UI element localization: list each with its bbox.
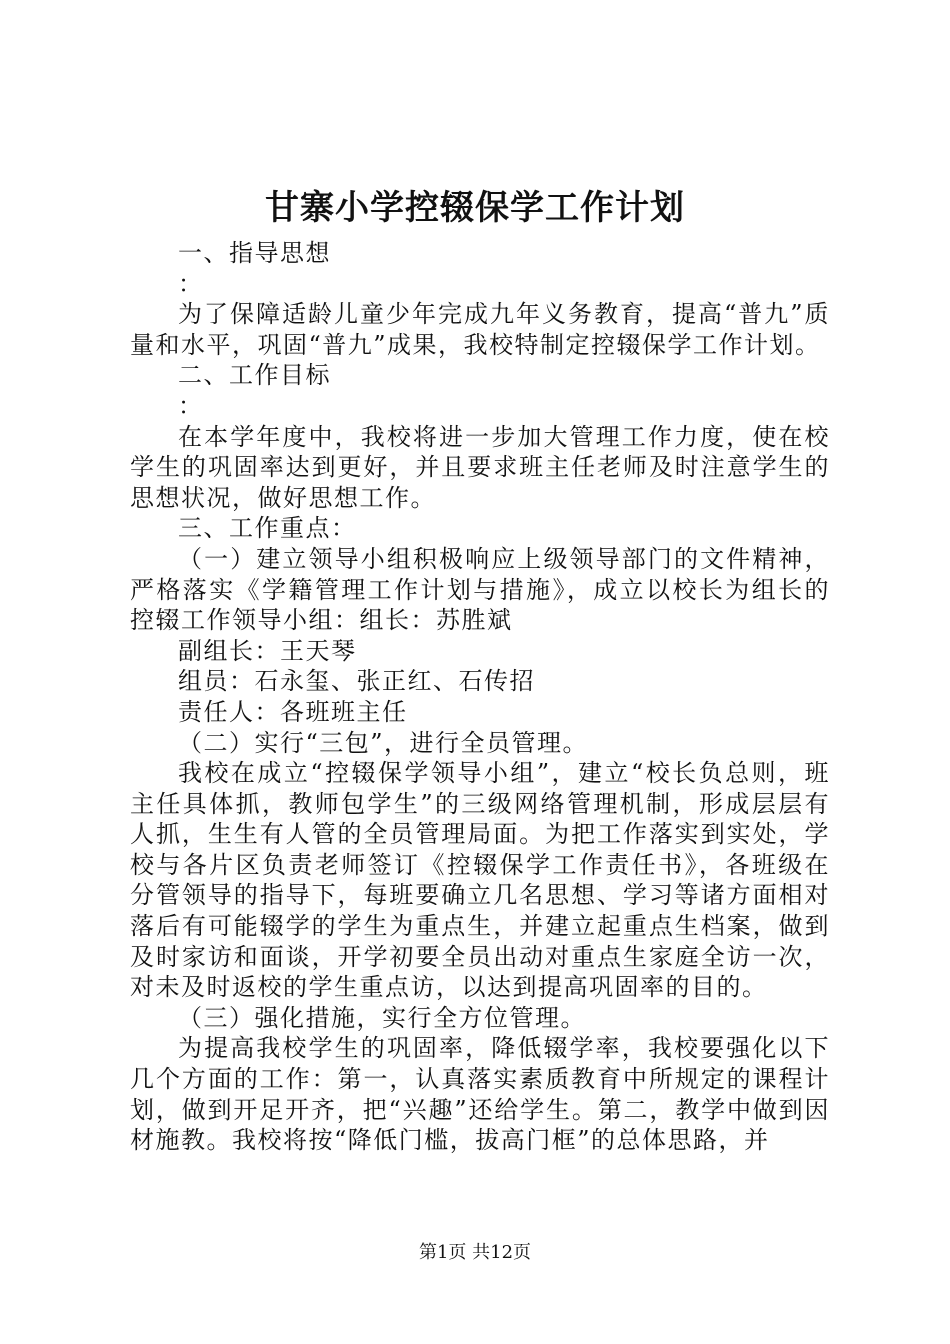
colon-line: ：: [178, 269, 204, 298]
subheading-strengthen-measures: （三）强化措施，实行全方位管理。: [178, 1003, 586, 1032]
page-footer: 第1页 共12页: [418, 1242, 532, 1263]
paragraph-members: 组员：石永玺、张正红、石传招: [178, 667, 535, 696]
section-heading-work-goals: 二、工作目标: [178, 361, 331, 390]
paragraph-responsible: 责任人：各班班主任: [178, 697, 408, 726]
paragraph-measures: 为提高我校学生的巩固率，降低辍学率，我校要强化以下几个方面的工作：第一，认真落实素质教育中所规定的课程计划，做到开足开齐，把“兴趣”还给学生。第二，教学中做到因材施教。我校将按“降低门槛，拔高门框”的总体思路，并: [130, 1034, 830, 1155]
colon-line: ：: [178, 391, 204, 420]
paragraph-leading-group: （一）建立领导小组积极响应上级领导部门的文件精神，严格落实《学籍管理工作计划与措施》，成立以校长为组长的控辍工作领导小组：组长：苏胜斌: [130, 544, 830, 635]
document-title: 甘寨小学控辍保学工作计划: [265, 188, 685, 228]
document-body: [130, 238, 830, 1156]
paragraph-goals: 在本学年度中，我校将进一步加大管理工作力度，使在校学生的巩固率达到更好，并且要求班主任老师及时注意学生的思想状况，做好思想工作。: [130, 422, 830, 512]
paragraph-deputy-leader: 副组长：王天琴: [178, 636, 357, 665]
paragraph-purpose: 为了保障适龄儿童少年完成九年义务教育，提高“普九”质量和水平，巩固“普九”成果，我校特制定控辍保学工作计划。: [130, 300, 830, 359]
subheading-three-guarantees: （二）实行“三包”，进行全员管理。: [178, 728, 589, 757]
section-heading-guiding-ideology: 一、指导思想: [178, 239, 331, 267]
paragraph-management-mechanism: 我校在成立“控辍保学领导小组”，建立“校长负总则，班主任具体抓，教师包学生”的三级网络管理机制，形成层层有人抓，生生有人管的全员管理局面。为把工作落实到实处，学校与各片区负责老师签订《控辍保学工作责任书》，各班级在分管领导的指导下，每班要确立几名思想、学习等诸方面相对落后有可能辍学的学生为重点生，并建立起重点生档案，做到及时家访和面谈，开学初要全员出动对重点生家庭全访一次，对未及时返校的学生重点访，以达到提高巩固率的目的。: [130, 759, 830, 1002]
section-heading-work-focus: 三、工作重点：: [178, 514, 357, 543]
